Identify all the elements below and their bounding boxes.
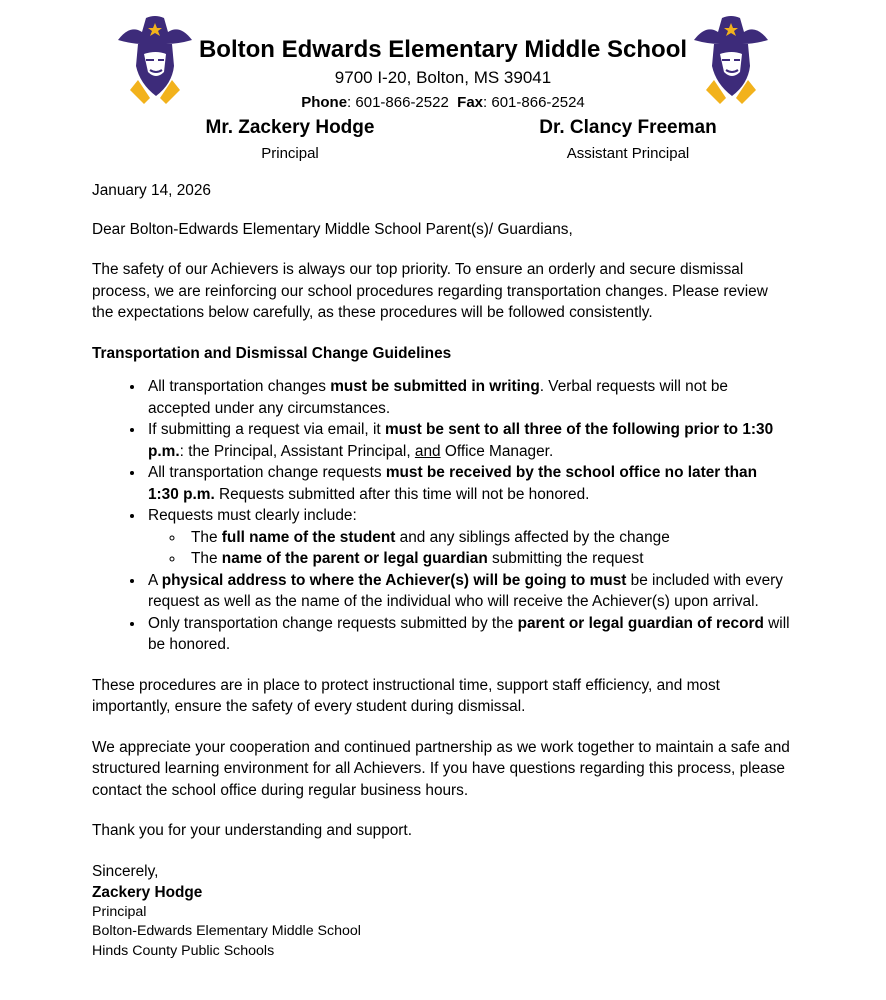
appreciation-paragraph: We appreciate your cooperation and continued partnership as we work together to maintain a safe and structured learning environment for all Achievers. If you have questions regarding this process, please contact the school office during regular business hours. xyxy=(92,738,790,799)
guideline-item: • Only transportation change requests submitted by the parent or legal guardian of record will be honored. xyxy=(145,613,792,656)
guideline-subitem: ◦ The full name of the student and any siblings affected by the change xyxy=(185,527,792,549)
guideline-subitem: ◦ The name of the parent or legal guardian submitting the request xyxy=(185,548,792,570)
letter-body xyxy=(92,180,792,961)
school-name: Bolton Edwards Elementary Middle School xyxy=(198,36,688,63)
thanks-paragraph: Thank you for your understanding and support. xyxy=(92,822,412,839)
phone-label: Phone xyxy=(301,94,348,111)
school-contact: Phone: 601-866-2522 Fax: 601-866-2524 xyxy=(301,94,585,111)
principal-title: Principal xyxy=(261,145,319,162)
intro-paragraph: The safety of our Achievers is always our top priority. To ensure an orderly and secure dismissal process, we are reinforcing our school procedures regarding transportation changes. Please review the expectations below carefully, as these procedures will be followed consistently. xyxy=(92,261,768,321)
signer-school: Bolton-Edwards Elementary Middle School xyxy=(92,923,361,939)
signer-district: Hinds County Public Schools xyxy=(92,942,275,959)
signer-title: Principal xyxy=(92,903,147,920)
guideline-item: • A physical address to where the Achiever(s) will be going to must be included with every request as well as the name of the individual who will receive the Achiever(s) upon arrival. xyxy=(145,570,792,613)
guideline-item: • Requests must clearly include: ◦ The full name of the student and any siblings affected by the change ◦ The name of the parent or legal guardian submitting the request xyxy=(145,505,792,570)
procedures-paragraph: These procedures are in place to protect instructional time, support staff efficiency, and most importantly, ensure the safety of every student during dismissal. xyxy=(92,676,720,715)
signer-name: Zackery Hodge xyxy=(92,883,203,901)
signature-block xyxy=(92,861,792,962)
guideline-sublist xyxy=(148,527,792,570)
guideline-item: • If submitting a request via email, it must be sent to all three of the following prior to 1:30 p.m.: the Principal, Assistant Principal, and Office Manager. xyxy=(145,419,792,462)
guideline-item: • All transportation change requests must be received by the school office no later than 1:30 p.m. Requests submitted after this time will not be honored. xyxy=(145,462,792,505)
fax-number: 601-866-2524 xyxy=(491,94,585,111)
assistant-principal-name: Dr. Clancy Freeman xyxy=(539,117,717,138)
assistant-principal-title: Assistant Principal xyxy=(566,145,690,162)
guidelines-list xyxy=(92,376,792,656)
principal-block xyxy=(170,116,410,162)
fax-label: Fax xyxy=(457,94,484,111)
guideline-item: • All transportation changes must be submitted in writing. Verbal requests will not be accepted under any circumstances. xyxy=(145,376,792,419)
principal-name: Mr. Zackery Hodge xyxy=(205,117,375,138)
school-address: 9700 I-20, Bolton, MS 39041 xyxy=(334,68,552,87)
assistant-principal-block xyxy=(508,116,748,162)
guidelines-heading: Transportation and Dismissal Change Guidelines xyxy=(92,344,452,362)
letter-date: January 14, 2026 xyxy=(92,182,211,199)
phone-number: 601-866-2522 xyxy=(355,94,449,111)
salutation: Dear Bolton-Edwards Elementary Middle School Parent(s)/ Guardians, xyxy=(92,220,573,238)
sign-off: Sincerely, xyxy=(92,862,159,880)
